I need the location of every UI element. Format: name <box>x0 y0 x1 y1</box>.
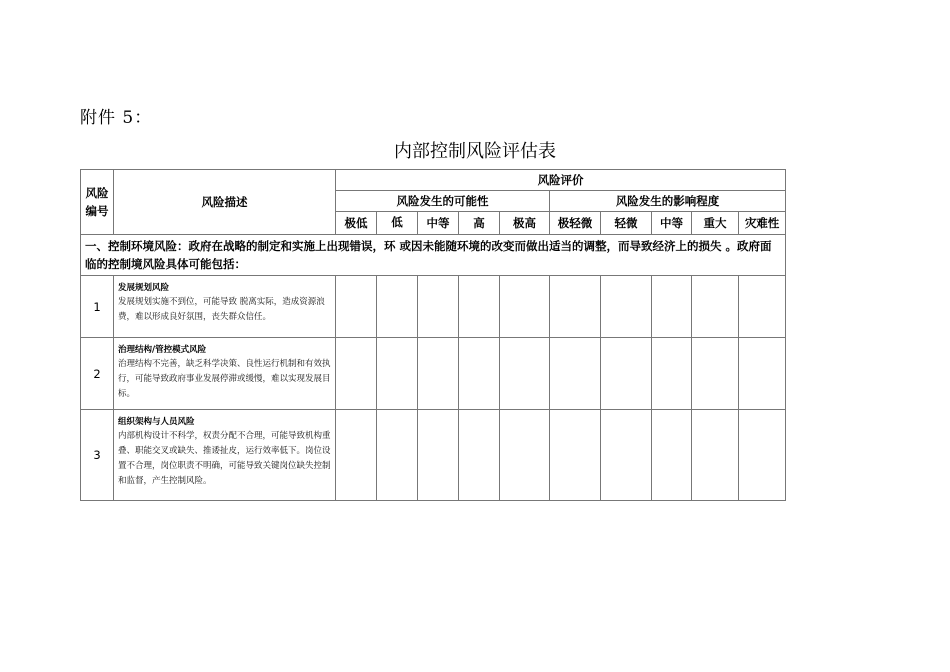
rating-cell[interactable] <box>418 410 459 501</box>
rating-cell[interactable] <box>692 410 739 501</box>
rating-cell[interactable] <box>500 276 550 338</box>
header-likelihood: 风险发生的可能性 <box>336 191 550 212</box>
rating-cell[interactable] <box>739 410 786 501</box>
section-control-environment: 一、控制环境风险：政府在战略的制定和实施上出现错误，环 或因未能随环境的改变而做出适当的调整，而导致经济上的损失 。政府面临的控制境风险具体可能包括： <box>81 235 786 276</box>
rating-cell[interactable] <box>550 338 601 410</box>
header-risk-evaluation: 风险评价 <box>336 170 786 191</box>
rating-cell[interactable] <box>692 276 739 338</box>
rating-cell[interactable] <box>459 338 500 410</box>
row-number: 1 <box>81 276 114 338</box>
risk-description-cell <box>114 410 336 501</box>
rating-cell[interactable] <box>459 410 500 501</box>
header-risk-id: 风险编号 <box>81 170 114 235</box>
rating-cell[interactable] <box>601 276 652 338</box>
impact-level: 极轻微 <box>550 212 601 235</box>
rating-cell[interactable] <box>377 338 418 410</box>
rating-cell[interactable] <box>500 410 550 501</box>
rating-cell[interactable] <box>652 276 692 338</box>
risk-title: 发展规划风险 <box>118 283 170 293</box>
rating-cell[interactable] <box>336 410 377 501</box>
rating-cell[interactable] <box>692 338 739 410</box>
likelihood-level: 极低 <box>336 212 377 235</box>
risk-description-cell <box>114 276 336 338</box>
annex-label: 附件 5： <box>80 108 153 128</box>
rating-cell[interactable] <box>377 276 418 338</box>
rating-cell[interactable] <box>500 338 550 410</box>
impact-level: 中等 <box>652 212 692 235</box>
rating-cell[interactable] <box>550 410 601 501</box>
header-impact: 风险发生的影响程度 <box>550 191 786 212</box>
risk-description-cell <box>114 338 336 410</box>
risk-text: 内部机构设计不科学，权责分配不合理，可能导致机构重叠、职能交叉或缺失、推诿扯皮，运行效率低下。岗位设置不合理，岗位职责不明确，可能导致关键岗位缺失控制和监督，产生控制风险。 <box>118 431 331 486</box>
impact-level: 重大 <box>692 212 739 235</box>
rating-cell[interactable] <box>601 410 652 501</box>
likelihood-level: 高 <box>459 212 500 235</box>
rating-cell[interactable] <box>459 276 500 338</box>
likelihood-level: 中等 <box>418 212 459 235</box>
risk-text: 发展规划实施不到位，可能导致 脱离实际，造成资源浪费，难以形成良好氛围，丧失群众信任。 <box>118 297 325 322</box>
risk-title: 治理结构/管控模式风险 <box>118 345 207 355</box>
row-number: 2 <box>81 338 114 410</box>
header-risk-description: 风险描述 <box>114 170 336 235</box>
document-title: 内部控制风险评估表 <box>394 141 556 162</box>
rating-cell[interactable] <box>652 338 692 410</box>
rating-cell[interactable] <box>418 276 459 338</box>
rating-cell[interactable] <box>377 410 418 501</box>
rating-cell[interactable] <box>652 410 692 501</box>
impact-level: 灾难性 <box>739 212 786 235</box>
rating-cell[interactable] <box>739 276 786 338</box>
rating-cell[interactable] <box>739 338 786 410</box>
impact-level: 轻微 <box>601 212 652 235</box>
likelihood-level: 低 <box>377 212 418 235</box>
rating-cell[interactable] <box>601 338 652 410</box>
risk-title: 组织架构与人员风险 <box>118 417 195 427</box>
rating-cell[interactable] <box>550 276 601 338</box>
rating-cell[interactable] <box>418 338 459 410</box>
likelihood-level: 极高 <box>500 212 550 235</box>
risk-assessment-table <box>80 169 786 501</box>
rating-cell[interactable] <box>336 338 377 410</box>
rating-cell[interactable] <box>336 276 377 338</box>
risk-text: 治理结构不完善，缺乏科学决策、良性运行机制和有效执行，可能导致政府事业发展停滞或缓慢，难以实现发展目标。 <box>118 359 331 399</box>
row-number: 3 <box>81 410 114 501</box>
